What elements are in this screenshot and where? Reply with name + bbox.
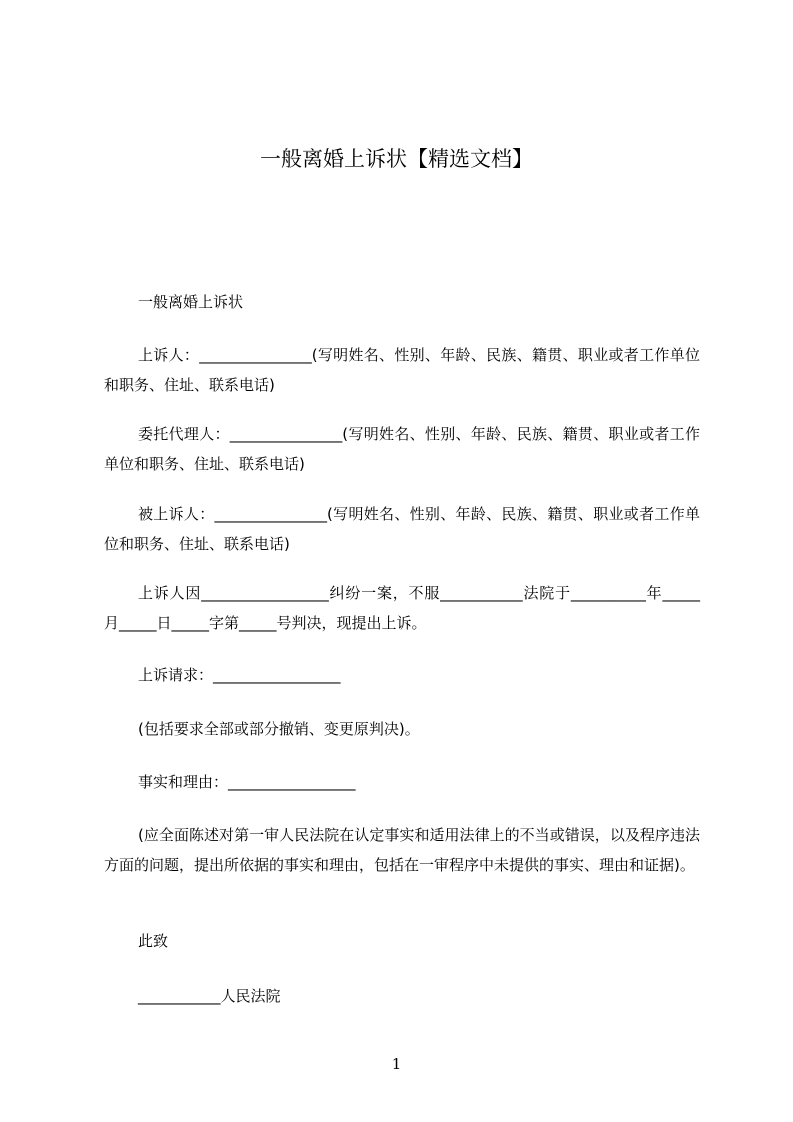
appeal-request-note: (包括要求全部或部分撤销、变更原判决)。 (138, 720, 420, 738)
salutation-paragraph: 此致 (138, 932, 169, 950)
appellant-paragraph: 上诉人：_______________(写明姓名、性别、年龄、民族、籍贯、职业或者工作单位和职务、住址、联系电话) (104, 346, 700, 394)
facts-reasons-paragraph: 事实和理由：_________________ (138, 773, 356, 791)
facts-reasons-note: (应全面陈述对第一审人民法院在认定事实和适用法律上的不当或错误，以及程序违法方面的问题，提出所依据的事实和理由，包括在一审程序中未提供的事实、理由和证据)。 (104, 826, 700, 874)
case-paragraph: 上诉人因_________________纠纷一案，不服___________法院于__________年_____月_____日_____字第_____号判决，现提出上诉。 (104, 584, 700, 632)
court-paragraph: ___________人民法院 (138, 987, 281, 1005)
document-subtitle: 一般离婚上诉状 (138, 293, 244, 311)
page-number: 1 (391, 1055, 402, 1073)
document-title: 一般离婚上诉状【精选文档】 (260, 147, 533, 171)
appeal-request-paragraph: 上诉请求：_________________ (138, 666, 341, 684)
agent-paragraph: 委托代理人：_______________(写明姓名、性别、年龄、民族、籍贯、职业或者工作单位和职务、住址、联系电话) (104, 425, 700, 473)
appellee-paragraph: 被上诉人：_______________(写明姓名、性别、年龄、民族、籍贯、职业或者工作单位和职务、住址、联系电话) (104, 505, 700, 553)
